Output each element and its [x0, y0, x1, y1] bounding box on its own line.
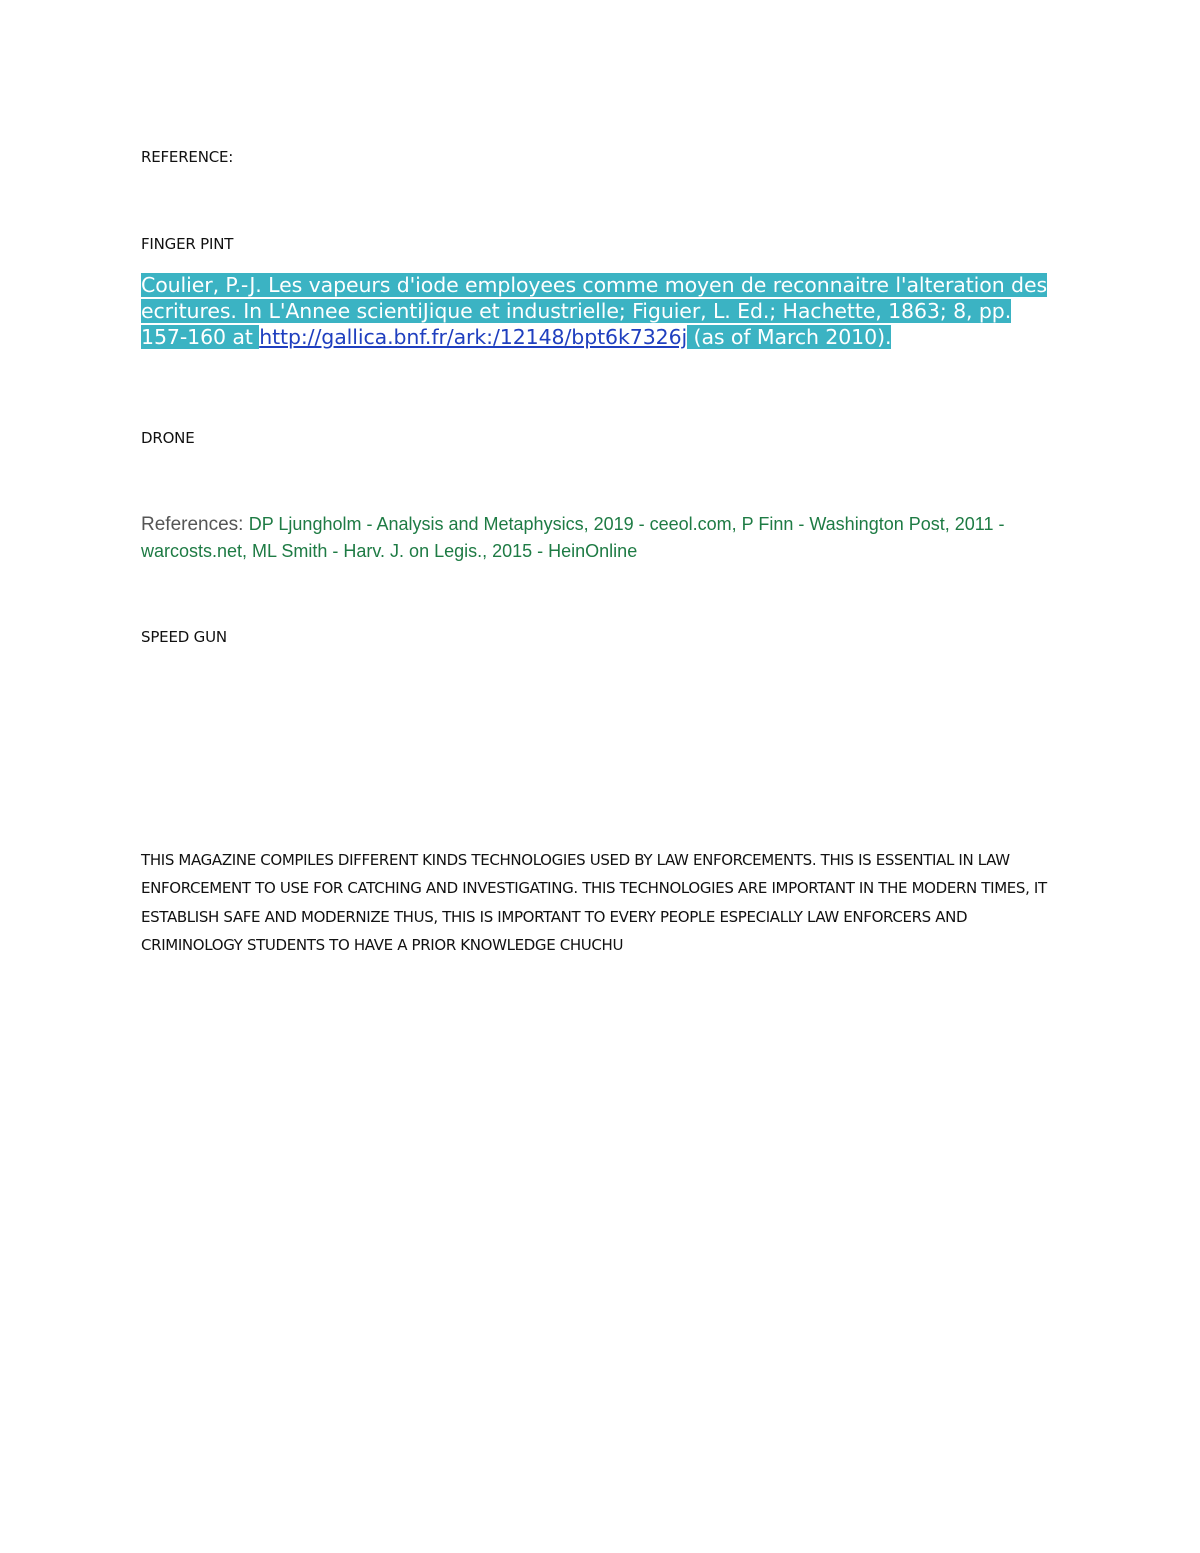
finger-print-heading: FINGER PINT	[141, 235, 234, 253]
citation-text-highlighted: Coulier, P.-J. Les vapeurs d'iode employees comme moyen de reconnaitre l'alteration des ecritures. In L'Annee scientiJique et industrielle; Figuier, L. Ed.; Hachette, 1863; 8, pp. 157-160 at	[141, 273, 1048, 349]
finger-print-citation	[141, 272, 1061, 350]
magazine-summary-paragraph: THIS MAGAZINE COMPILES DIFFERENT KINDS TECHNOLOGIES USED BY LAW ENFORCEMENTS. THIS IS ESSENTIAL IN LAW ENFORCEMENT TO USE FOR CATCHING AND INVESTIGATING. THIS TECHNOLOGIES ARE IMPORTANT IN THE MODERN TIMES, IT ESTABLISH SAFE AND MODERNIZE THUS, THIS IS IMPORTANT TO EVERY PEOPLE ESPECIALLY LAW ENFORCERS AND CRIMINOLOGY STUDENTS TO HAVE A PRIOR KNOWLEDGE CHUCHU	[141, 851, 1047, 955]
gallica-link[interactable]: http://gallica.bnf.fr/ark:/12148/bpt6k7326j	[259, 325, 688, 349]
drone-citation	[141, 511, 1051, 564]
drone-references-list: DP Ljungholm - Analysis and Metaphysics, 2019 - ceeol.com, P Finn - Washington Post, 2011 - warcosts.net, ML Smith - Harv. J. on Legis., 2015 - HeinOnline	[141, 514, 1005, 561]
drone-heading: DRONE	[141, 429, 195, 447]
speed-gun-heading: SPEED GUN	[141, 628, 227, 646]
references-label: References:	[141, 514, 249, 535]
citation-text-tail: (as of March 2010).	[687, 325, 892, 349]
reference-heading: REFERENCE:	[141, 148, 234, 166]
